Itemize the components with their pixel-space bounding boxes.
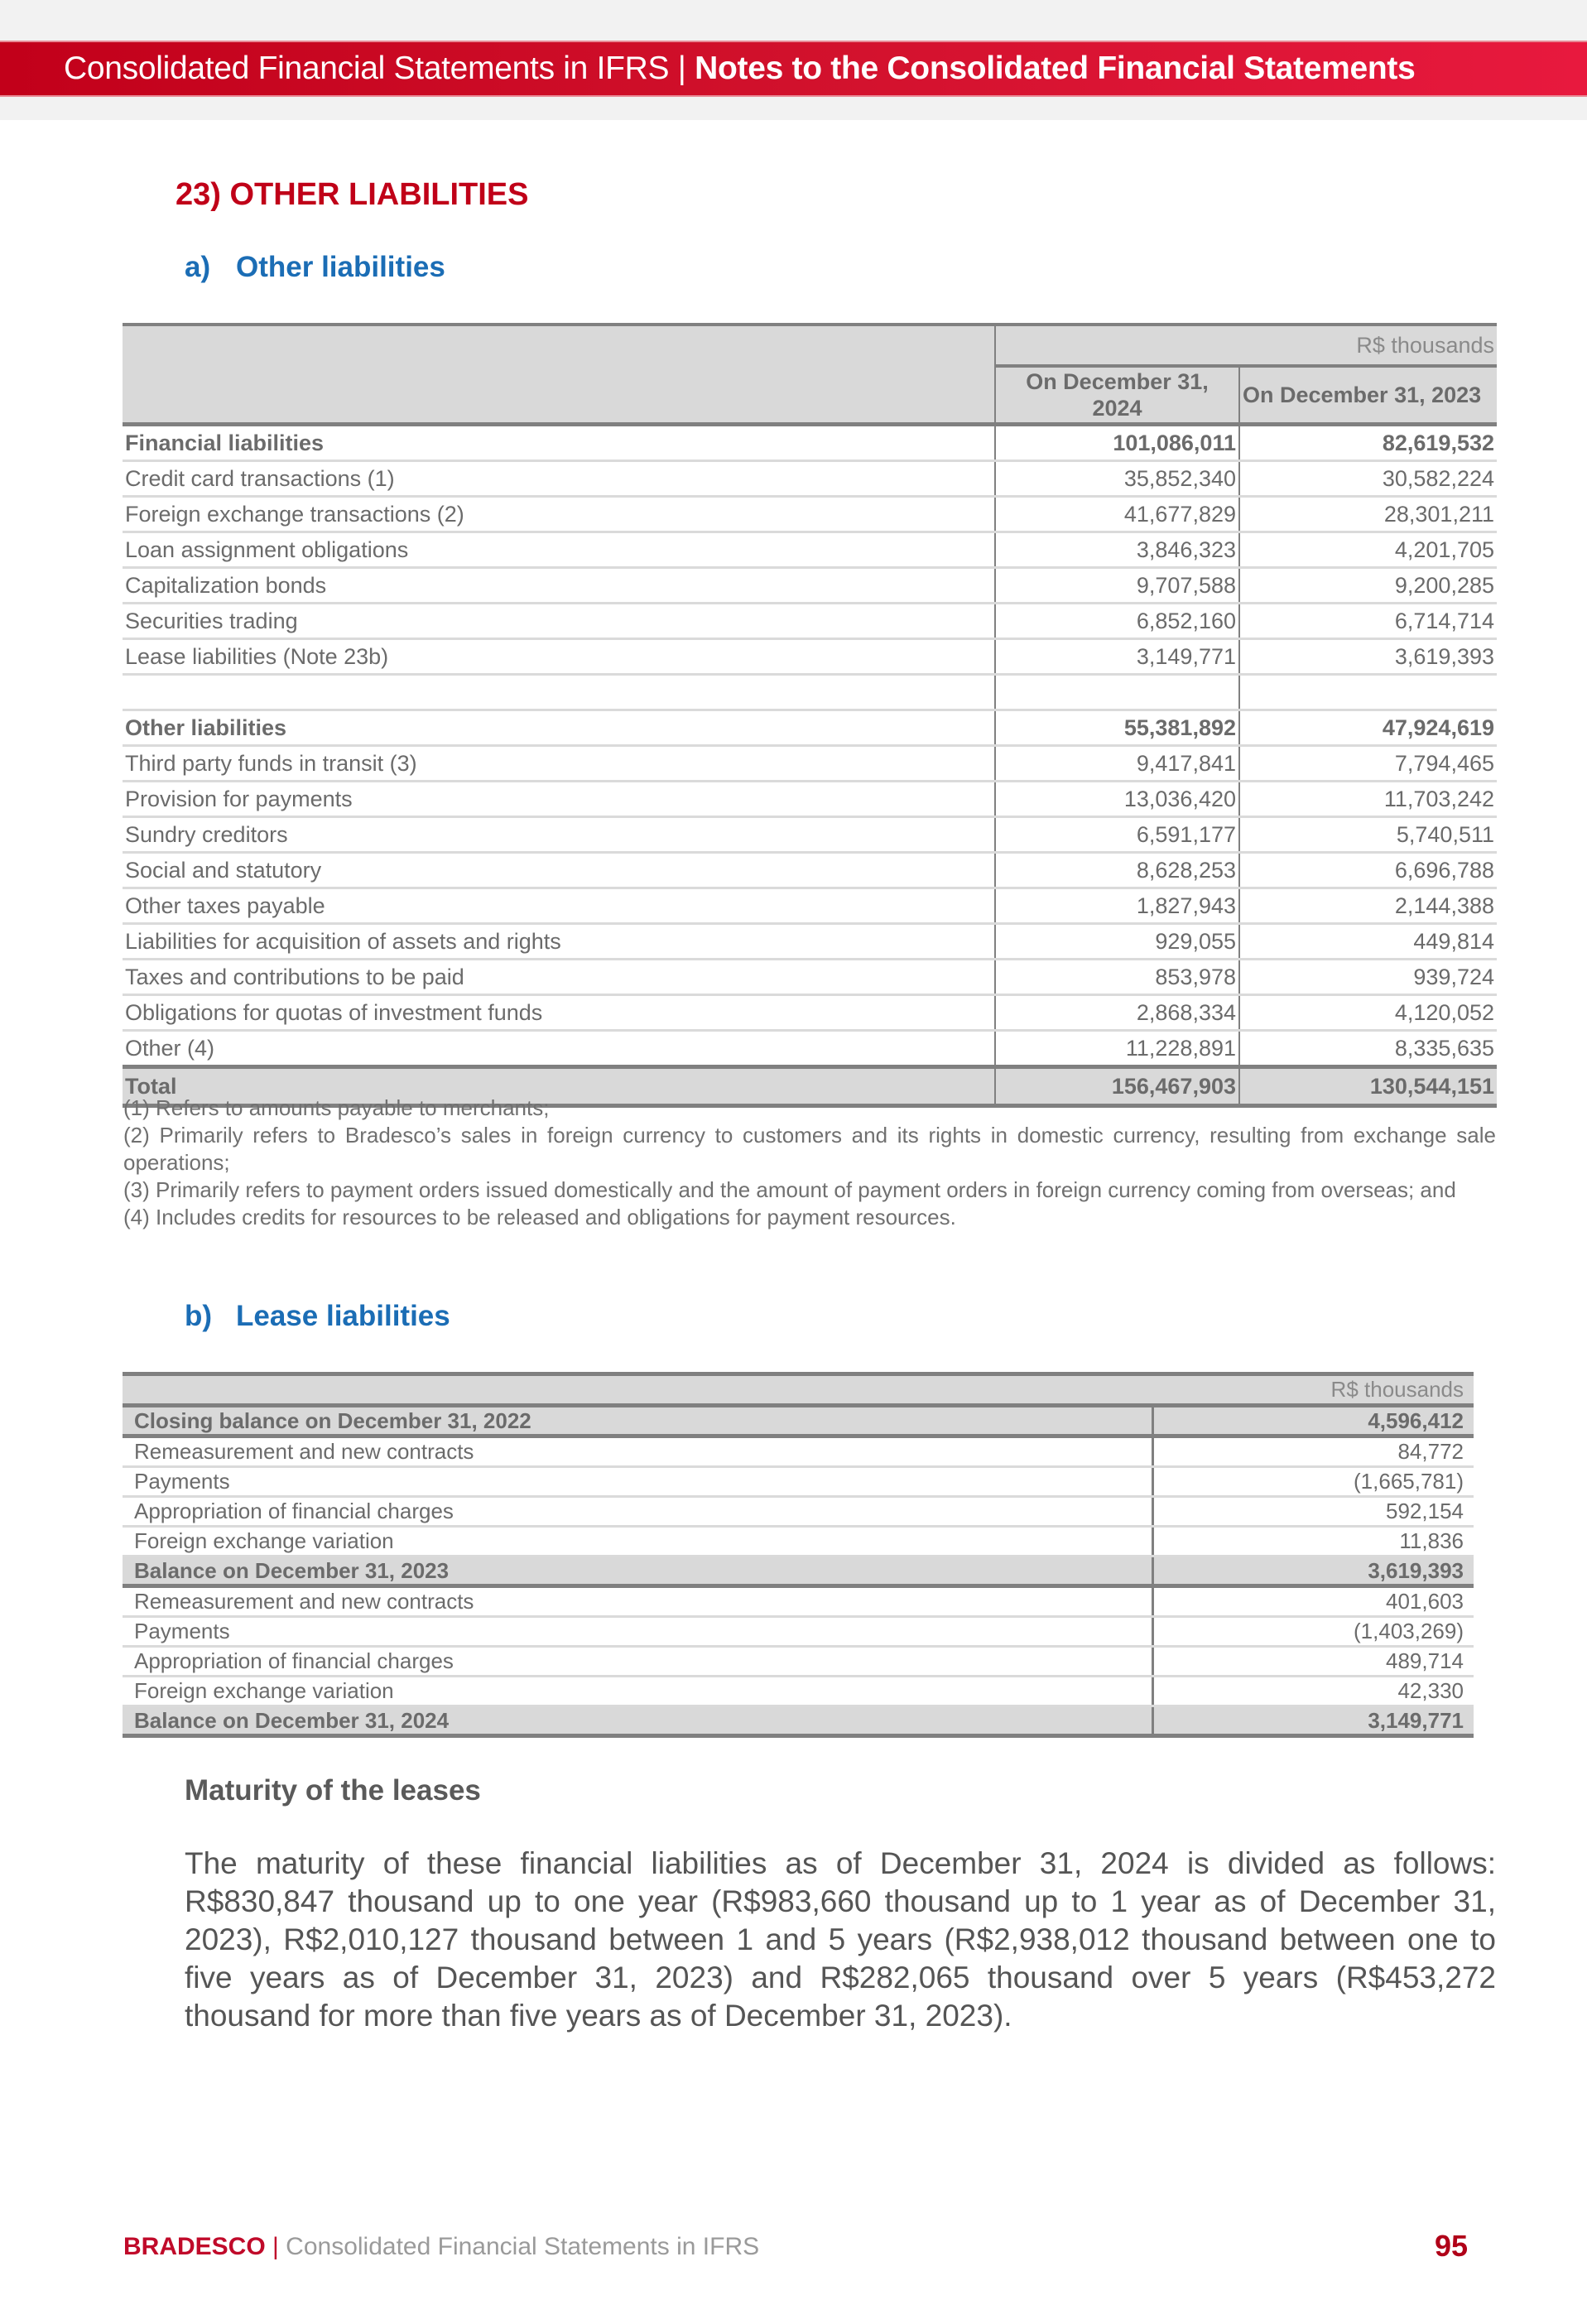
table-row (123, 1497, 1474, 1527)
value-2023 (1239, 675, 1497, 710)
subsection-a-letter: a) (185, 251, 211, 283)
unit-label: R$ thousands (1153, 1374, 1474, 1406)
total-2024: 156,467,903 (995, 1067, 1239, 1106)
value-2023: 4,120,052 (1239, 995, 1497, 1031)
maturity-paragraph: The maturity of these financial liabilities as of December 31, 2024 is divided as follows: R$830,847 thousand up to one year (R$983,660 thousand up to 1 year as of December 31, 2023), R$2,010,127 thousand between 1 and 5 years (R$2,938,012 thousand between one to five years as of December 31, 2023) and R$282,065 thousand over 5 years (R$453,272 thousand for more than five years as of December 31, 2023). (185, 1846, 1496, 2033)
footer-title: Consolidated Financial Statements in IFRS (286, 2233, 760, 2260)
table-group-row (123, 710, 1497, 746)
table-row (123, 1647, 1474, 1677)
page-number: 95 (1435, 2229, 1469, 2263)
value-2023: 28,301,211 (1239, 497, 1497, 532)
row-label: Taxes and contributions to be paid (123, 960, 995, 995)
value-2023: 2,144,388 (1239, 888, 1497, 924)
footnote-4: (4) Includes credits for resources to be released and obligations for payment resources. (123, 1205, 956, 1229)
subsection-b-heading (185, 1300, 450, 1333)
row-value: 42,330 (1153, 1677, 1474, 1706)
row-label: Other liabilities (123, 710, 995, 746)
table-row (123, 604, 1497, 639)
section-title: 23) OTHER LIABILITIES (176, 177, 529, 212)
footnote-3: (3) Primarily refers to payment orders issued domestically and the amount of payment orders in foreign currency coming from overseas; and (123, 1177, 1456, 1202)
column-header-2024: On December 31, 2024 (995, 366, 1239, 425)
row-label: Balance on December 31, 2024 (123, 1706, 1153, 1736)
value-2024: 55,381,892 (995, 710, 1239, 746)
value-2024: 8,628,253 (995, 853, 1239, 888)
row-label: Liabilities for acquisition of assets and rights (123, 924, 995, 960)
value-2024: 2,868,334 (995, 995, 1239, 1031)
row-value: 84,772 (1153, 1436, 1474, 1467)
value-2024: 41,677,829 (995, 497, 1239, 532)
value-2023: 82,619,532 (1239, 425, 1497, 461)
table-group-row (123, 425, 1497, 461)
table-row (123, 639, 1497, 675)
table-row (123, 995, 1497, 1031)
row-label: Other (4) (123, 1031, 995, 1067)
table-row (123, 1467, 1474, 1497)
table-row (123, 461, 1497, 497)
table-row (123, 924, 1497, 960)
unit-label: R$ thousands (995, 325, 1497, 366)
header-text (64, 51, 1415, 87)
total-2023: 130,544,151 (1239, 1067, 1497, 1106)
footer (123, 2233, 759, 2261)
maturity-heading: Maturity of the leases (185, 1774, 481, 1807)
row-label: Sundry creditors (123, 817, 995, 853)
value-2023: 4,201,705 (1239, 532, 1497, 568)
value-2023: 449,814 (1239, 924, 1497, 960)
lease-liabilities-table (123, 1372, 1474, 1738)
table-row (123, 1586, 1474, 1617)
row-label: Payments (123, 1467, 1153, 1497)
value-2024: 1,827,943 (995, 888, 1239, 924)
subsection-a-title: Other liabilities (236, 251, 445, 283)
table-row (123, 675, 1497, 710)
header-banner (0, 41, 1587, 97)
row-label: Loan assignment obligations (123, 532, 995, 568)
value-2024: 101,086,011 (995, 425, 1239, 461)
row-label: Payments (123, 1617, 1153, 1647)
other-liabilities-table (123, 323, 1497, 1108)
row-label (123, 675, 995, 710)
value-2023: 939,724 (1239, 960, 1497, 995)
table-row (123, 1031, 1497, 1067)
table-row (123, 497, 1497, 532)
row-label: Foreign exchange transactions (2) (123, 497, 995, 532)
row-label: Other taxes payable (123, 888, 995, 924)
row-label: Securities trading (123, 604, 995, 639)
value-2023: 8,335,635 (1239, 1031, 1497, 1067)
value-2024: 853,978 (995, 960, 1239, 995)
row-value: 4,596,412 (1153, 1406, 1474, 1436)
row-label: Appropriation of financial charges (123, 1497, 1153, 1527)
value-2024 (995, 675, 1239, 710)
row-label: Remeasurement and new contracts (123, 1586, 1153, 1617)
column-header-2023: On December 31, 2023 (1239, 366, 1497, 425)
total-label: Total (123, 1067, 995, 1106)
row-label: Balance on December 31, 2023 (123, 1557, 1153, 1586)
balance-row (123, 1706, 1474, 1736)
table-row (123, 1617, 1474, 1647)
subsection-b-title: Lease liabilities (236, 1300, 450, 1332)
row-value: 401,603 (1153, 1586, 1474, 1617)
value-2023: 9,200,285 (1239, 568, 1497, 604)
row-label: Closing balance on December 31, 2022 (123, 1406, 1153, 1436)
table-row (123, 817, 1497, 853)
value-2023: 30,582,224 (1239, 461, 1497, 497)
row-value: 3,619,393 (1153, 1557, 1474, 1586)
row-value: (1,403,269) (1153, 1617, 1474, 1647)
value-2023: 6,696,788 (1239, 853, 1497, 888)
header-left: Consolidated Financial Statements in IFRS | (64, 51, 686, 86)
value-2024: 11,228,891 (995, 1031, 1239, 1067)
table-row (123, 853, 1497, 888)
row-label: Capitalization bonds (123, 568, 995, 604)
row-label: Credit card transactions (1) (123, 461, 995, 497)
table-row (123, 782, 1497, 817)
value-2023: 47,924,619 (1239, 710, 1497, 746)
subsection-a-heading (185, 251, 445, 284)
value-2024: 929,055 (995, 924, 1239, 960)
header-right: Notes to the Consolidated Financial Statements (695, 51, 1416, 86)
row-value: (1,665,781) (1153, 1467, 1474, 1497)
value-2024: 9,417,841 (995, 746, 1239, 782)
row-value: 11,836 (1153, 1527, 1474, 1557)
footer-separator: | (272, 2233, 279, 2260)
table-row (123, 960, 1497, 995)
row-label: Obligations for quotas of investment funds (123, 995, 995, 1031)
table-row (123, 1677, 1474, 1706)
row-value: 3,149,771 (1153, 1706, 1474, 1736)
balance-row (123, 1557, 1474, 1586)
table-row (123, 1527, 1474, 1557)
balance-row (123, 1406, 1474, 1436)
value-2024: 35,852,340 (995, 461, 1239, 497)
table-row (123, 746, 1497, 782)
value-2023: 11,703,242 (1239, 782, 1497, 817)
row-label: Third party funds in transit (3) (123, 746, 995, 782)
row-label: Foreign exchange variation (123, 1527, 1153, 1557)
row-label: Social and statutory (123, 853, 995, 888)
value-2023: 7,794,465 (1239, 746, 1497, 782)
row-label: Lease liabilities (Note 23b) (123, 639, 995, 675)
value-2023: 3,619,393 (1239, 639, 1497, 675)
value-2024: 3,149,771 (995, 639, 1239, 675)
subsection-b-letter: b) (185, 1300, 213, 1332)
row-value: 592,154 (1153, 1497, 1474, 1527)
table-header-unit-row (123, 325, 1497, 366)
value-2023: 5,740,511 (1239, 817, 1497, 853)
footnote-2: (2) Primarily refers to Bradesco’s sales in foreign currency to customers and its rights in domestic currency, resulting from exchange sale operations; (123, 1123, 1496, 1175)
table-row (123, 568, 1497, 604)
table-row (123, 888, 1497, 924)
value-2023: 6,714,714 (1239, 604, 1497, 639)
value-2024: 6,591,177 (995, 817, 1239, 853)
table-row (123, 1436, 1474, 1467)
footnote-1: (1) Refers to amounts payable to merchants; (123, 1095, 550, 1120)
value-2024: 13,036,420 (995, 782, 1239, 817)
value-2024: 3,846,323 (995, 532, 1239, 568)
row-label: Appropriation of financial charges (123, 1647, 1153, 1677)
footer-brand: BRADESCO (123, 2233, 266, 2260)
footnotes (123, 1095, 1496, 1231)
row-label: Remeasurement and new contracts (123, 1436, 1153, 1467)
value-2024: 9,707,588 (995, 568, 1239, 604)
row-label: Foreign exchange variation (123, 1677, 1153, 1706)
value-2024: 6,852,160 (995, 604, 1239, 639)
row-label: Provision for payments (123, 782, 995, 817)
table-header-unit-row (123, 1374, 1474, 1406)
row-value: 489,714 (1153, 1647, 1474, 1677)
table-row (123, 532, 1497, 568)
row-label: Financial liabilities (123, 425, 995, 461)
